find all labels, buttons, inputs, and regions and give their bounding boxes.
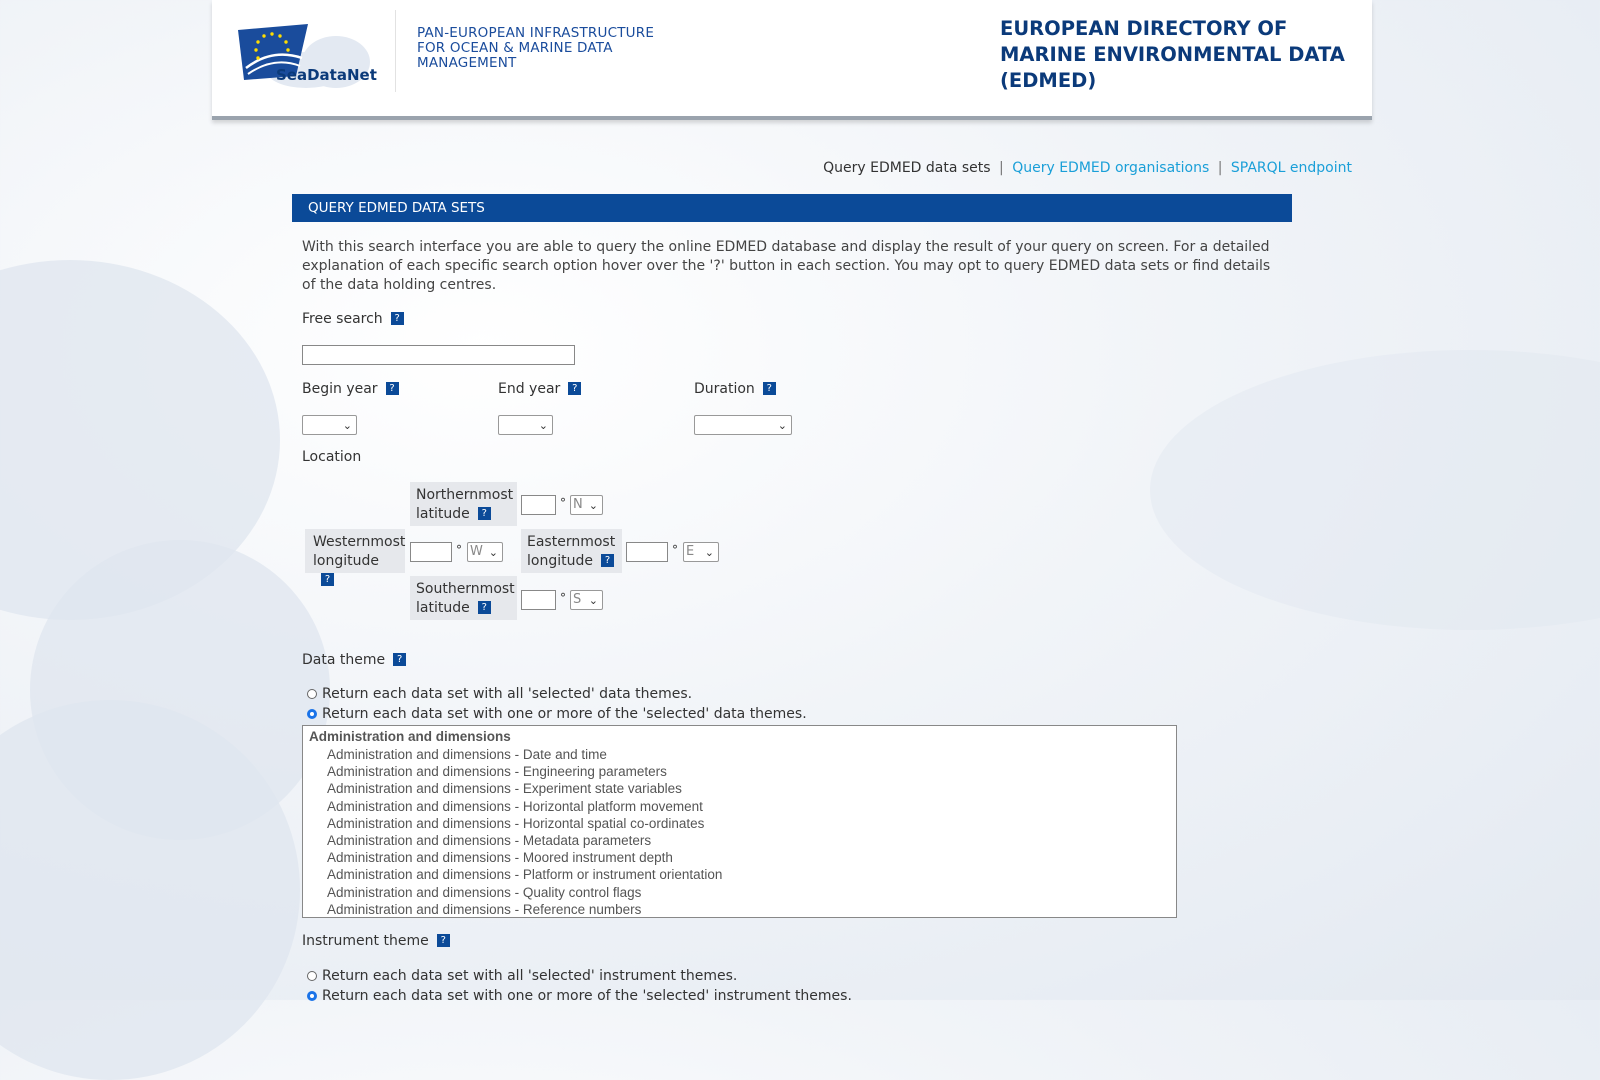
westernmost-longitude-input[interactable] [410, 542, 452, 562]
data-theme-any-label: Return each data set with one or more of the 'selected' data themes. [322, 706, 807, 722]
southernmost-latitude-input[interactable] [521, 590, 556, 610]
instrument-theme-any-label: Return each data set with one or more of the 'selected' instrument themes. [322, 988, 852, 1004]
instrument-theme-label-text: Instrument theme [302, 933, 429, 949]
help-icon[interactable]: ? [478, 601, 491, 614]
listbox-option[interactable]: Administration and dimensions - Experiment state variables [327, 781, 682, 797]
south-label-line2: latitude [416, 600, 470, 616]
free-search-input[interactable] [302, 345, 575, 365]
query-nav [823, 160, 1352, 176]
duration-select[interactable] [694, 415, 792, 435]
southernmost-latitude-label [410, 576, 517, 620]
intro-text: With this search interface you are able to query the online EDMED database and display the result of your query on screen. For a detailed explanation of each specific search option hover over the '?' button in each section. You may opt to query EDMED data sets or find details of the data holding centres. [302, 239, 1271, 293]
south-label-line1: Southernmost [416, 581, 515, 597]
nav-separator: | [1217, 160, 1223, 176]
west-label-line1: Westernmost [313, 534, 406, 550]
free-search-label [302, 311, 404, 327]
degree-symbol: ° [456, 543, 462, 557]
north-label-line1: Northernmost [416, 487, 514, 503]
help-icon[interactable]: ? [601, 554, 614, 567]
degree-symbol: ° [560, 591, 566, 605]
north-hemisphere-value: N [573, 497, 583, 512]
logo-text: SeaDataNet [276, 66, 377, 84]
end-year-label-text: End year [498, 381, 561, 397]
north-label-line2: latitude [416, 506, 470, 522]
duration-label [694, 381, 776, 397]
radio-button[interactable] [307, 689, 317, 699]
background-cloud [1150, 350, 1600, 630]
easternmost-longitude-label [521, 529, 622, 573]
chevron-down-icon: ⌄ [704, 546, 714, 559]
listbox-option[interactable]: Administration and dimensions - Metadata parameters [327, 832, 652, 848]
site-title: EUROPEAN DIRECTORY OF MARINE ENVIRONMENTAL DATA (EDMED) [1000, 17, 1345, 92]
listbox-option[interactable]: Administration and dimensions - Horizontal spatial co-ordinates [327, 815, 705, 831]
instrument-theme-all-radio[interactable] [307, 968, 737, 984]
east-hemisphere-value: E [686, 544, 695, 559]
help-icon[interactable]: ? [763, 382, 776, 395]
end-year-select[interactable] [498, 415, 553, 435]
help-icon[interactable]: ? [568, 382, 581, 395]
help-icon[interactable]: ? [437, 934, 450, 947]
south-hemisphere-select[interactable] [570, 590, 603, 610]
infrastructure-tagline: PAN-EUROPEAN INFRASTRUCTURE FOR OCEAN & MARINE DATA MANAGEMENT [417, 25, 655, 71]
east-hemisphere-select[interactable] [683, 542, 719, 562]
chevron-down-icon: ⌄ [588, 499, 598, 512]
listbox-option[interactable]: Administration and dimensions - Moored instrument depth [327, 850, 673, 866]
instrument-theme-any-radio[interactable] [307, 988, 852, 1004]
header-divider [395, 10, 396, 92]
nav-query-organisations-link[interactable]: Query EDMED organisations [1012, 160, 1210, 176]
listbox-option[interactable]: Administration and dimensions - Reference numbers [327, 901, 642, 917]
south-hemisphere-value: S [573, 592, 582, 607]
data-theme-all-radio[interactable] [307, 686, 692, 702]
data-theme-label-text: Data theme [302, 652, 386, 668]
begin-year-label-text: Begin year [302, 381, 378, 397]
nav-separator: | [999, 160, 1004, 176]
northernmost-latitude-input[interactable] [521, 495, 556, 515]
data-theme-all-label: Return each data set with all 'selected' data themes. [322, 686, 693, 702]
listbox-option[interactable]: Administration and dimensions - Date and time [327, 747, 607, 762]
help-icon[interactable]: ? [321, 573, 334, 586]
data-theme-label [302, 652, 406, 668]
end-year-label [498, 381, 581, 397]
north-hemisphere-select[interactable] [570, 495, 603, 515]
duration-label-text: Duration [694, 381, 755, 397]
begin-year-select[interactable] [302, 415, 357, 435]
help-icon[interactable]: ? [386, 382, 399, 395]
begin-year-label [302, 381, 399, 397]
nav-query-datasets[interactable]: Query EDMED data sets [823, 160, 991, 176]
listbox-option[interactable]: Administration and dimensions - Platform or instrument orientation [327, 867, 723, 883]
data-theme-listbox[interactable] [302, 725, 1177, 918]
help-icon[interactable]: ? [391, 312, 404, 325]
degree-symbol: ° [560, 496, 566, 510]
radio-button-selected[interactable] [307, 709, 317, 719]
east-label-line1: Easternmost [527, 534, 616, 550]
west-hemisphere-select[interactable] [467, 542, 503, 562]
location-label: Location [302, 449, 362, 465]
listbox-option[interactable]: Administration and dimensions - Horizontal platform movement [327, 798, 703, 814]
west-hemisphere-value: W [470, 544, 483, 559]
listbox-group-label: Administration and dimensions [309, 729, 511, 744]
listbox-option[interactable]: Administration and dimensions - Quality control flags [327, 884, 642, 900]
west-label-line2: longitude [313, 553, 379, 569]
instrument-theme-label [302, 933, 450, 949]
help-icon[interactable]: ? [478, 507, 491, 520]
northernmost-latitude-label [410, 482, 517, 526]
chevron-down-icon: ⌄ [538, 419, 548, 432]
chevron-down-icon: ⌄ [588, 594, 598, 607]
east-label-line2: longitude [527, 553, 593, 569]
section-title-bar: QUERY EDMED DATA SETS [292, 194, 1292, 222]
data-theme-any-radio[interactable] [307, 706, 807, 722]
nav-sparql-link[interactable]: SPARQL endpoint [1230, 160, 1352, 176]
seadatanet-logo[interactable] [236, 22, 376, 90]
help-icon[interactable]: ? [393, 653, 406, 666]
chevron-down-icon: ⌄ [488, 546, 498, 559]
degree-symbol: ° [672, 543, 678, 557]
chevron-down-icon: ⌄ [342, 419, 352, 432]
listbox-option[interactable]: Administration and dimensions - Engineering parameters [327, 764, 667, 780]
free-search-label-text: Free search [302, 311, 383, 327]
instrument-theme-all-label: Return each data set with all 'selected' instrument themes. [322, 968, 738, 984]
radio-button[interactable] [307, 971, 317, 981]
westernmost-longitude-label [305, 529, 406, 585]
easternmost-longitude-input[interactable] [626, 542, 668, 562]
chevron-down-icon: ⌄ [777, 419, 787, 432]
site-header [212, 0, 1372, 120]
